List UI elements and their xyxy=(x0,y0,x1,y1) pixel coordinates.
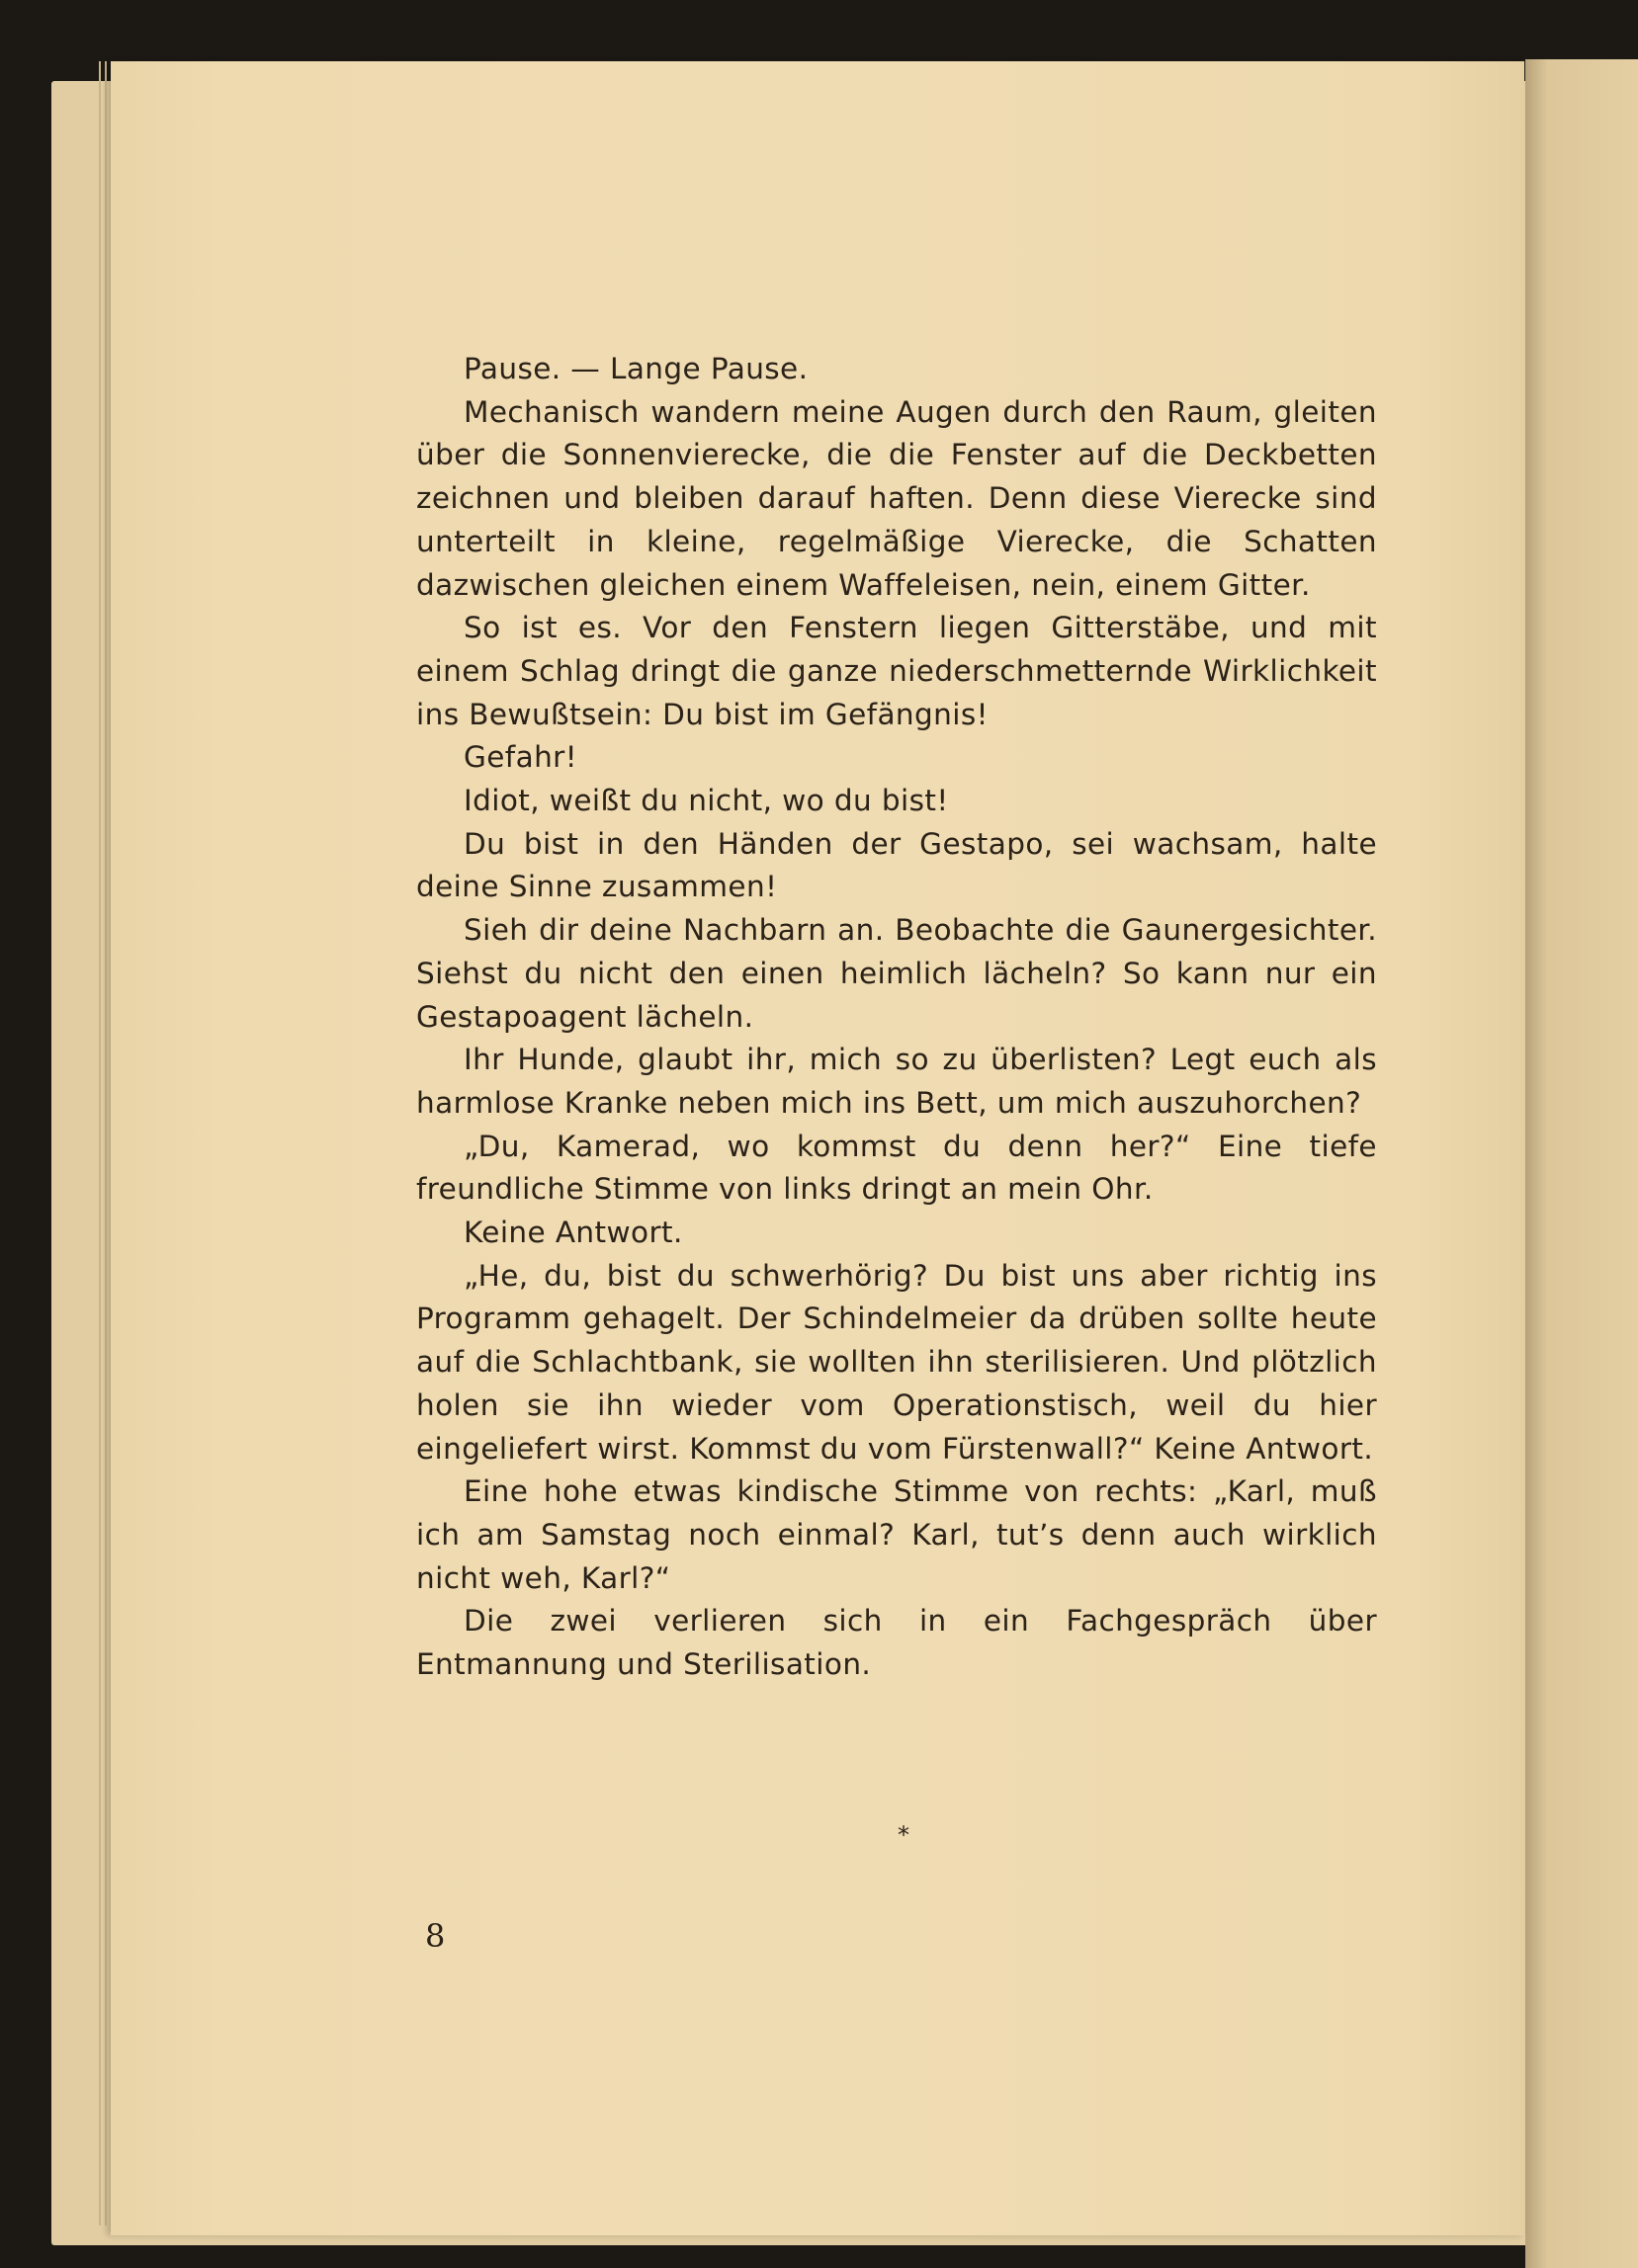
paragraph: Gefahr! xyxy=(464,740,577,775)
paragraph: Du bist in den Händen der Gestapo, sei wachsam, halte deine Sinne zusammen! xyxy=(416,826,1377,904)
paragraph: Ihr Hunde, glaubt ihr, mich so zu überlisten? Legt euch als harmlose Kranke neben mich ins Bett, um mich auszuhorchen? xyxy=(416,1043,1377,1120)
paragraph: Sieh dir deine Nachbarn an. Beobachte die Gaunergesichter. Siehst du nicht den einen heimlich lächeln? So kann nur ein Gestapoagent lächeln. xyxy=(416,913,1377,1034)
body-text xyxy=(416,348,1377,1687)
paragraph: Mechanisch wandern meine Augen durch den Raum, gleiten über die Sonnenvierecke, die die Fenster auf die Deckbetten zeichnen und bleiben darauf haften. Denn diese Vierecke sind unterteilt in kleine, regelmäßige Vierecke, die Schatten dazwischen gleichen einem Waffeleisen, nein, einem Gitter. xyxy=(416,394,1377,602)
paragraph: Die zwei verlieren sich in ein Fachgespräch über Entmannung und Sterilisation. xyxy=(416,1604,1377,1682)
page-number: 8 xyxy=(425,1917,446,1955)
paragraph: „He, du, bist du schwerhörig? Du bist uns aber richtig ins Programm gehagelt. Der Schindelmeier da drüben sollte heute auf die Schlachtbank, sie wollten ihn sterilisieren. Und plötzlich holen sie ihn wieder vom Operationstisch, weil du hier eingeliefert wirst. Kommst du vom Fürstenwall?“ Keine Antwort. xyxy=(416,1258,1377,1466)
paragraph: Eine hohe etwas kindische Stimme von rechts: „Karl, muß ich am Samstag noch einmal? Karl, tut’s denn auch wirklich nicht weh, Karl?“ xyxy=(416,1474,1377,1595)
page-edge-line xyxy=(99,61,101,2226)
paragraph: Keine Antwort. xyxy=(464,1216,683,1250)
paragraph: Idiot, weißt du nicht, wo du bist! xyxy=(464,784,949,818)
section-separator: * xyxy=(898,1821,909,1849)
paragraph: Pause. — Lange Pause. xyxy=(464,352,809,385)
paragraph: „Du, Kamerad, wo kommst du denn her?“ Eine tiefe freundliche Stimme von links dringt an mein Ohr. xyxy=(416,1129,1377,1207)
page-edge-line xyxy=(105,61,107,2226)
paragraph: So ist es. Vor den Fenstern liegen Gitterstäbe, und mit einem Schlag dringt die ganze niederschmetternde Wirklichkeit ins Bewußtsein: Du bist im Gefängnis! xyxy=(416,611,1377,731)
facing-page-edge xyxy=(1525,59,1638,2268)
